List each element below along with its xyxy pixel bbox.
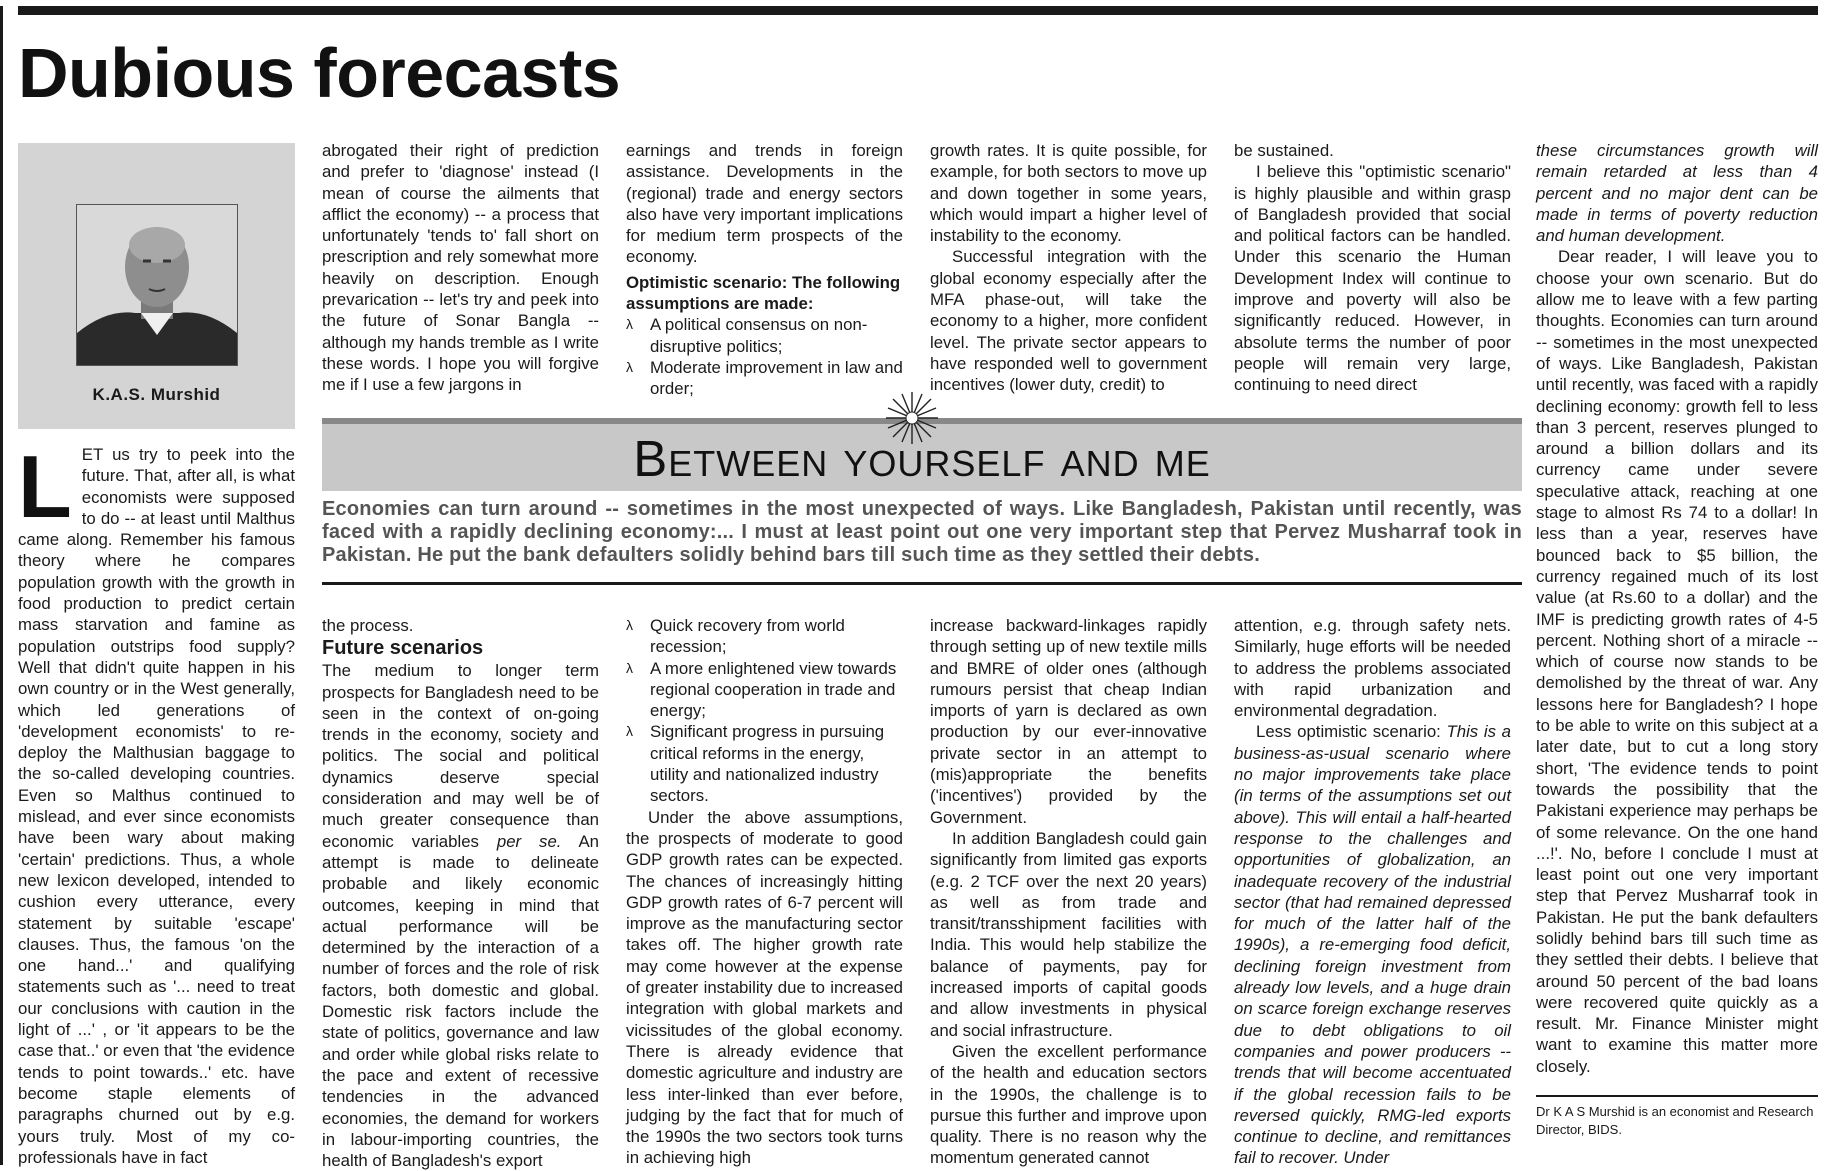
- author-byline: K.A.S. Murshid: [92, 385, 221, 404]
- col5-top-paragraph-1: I believe this "optimistic scenario" is highly plausible and within grasp of Bangladesh provided that social and political factors can be handled. Under this scenario the Human Development Index will continue to improve and poverty will also be significantly reduced. However, in absolute terms the number of poor people will remain very large, continuing to need direct: [1234, 162, 1511, 395]
- future-scenarios-heading: Future scenarios: [322, 637, 484, 660]
- col4-top-paragraph-2: Successful integration with the global economy especially after the MFA phase-out, will take the economy to a higher, more confident level. The private sector appears to have responded well to government incentives (lower duty, credit) to: [930, 247, 1207, 395]
- col2-text-a: The medium to longer term prospects for Bangladesh need to be seen in the context of on-going trends in the economy, society and politics. The social and political dynamics deserve special consideration and may well be of much greater consequence than economic variables: [322, 661, 599, 851]
- column-6: [1536, 140, 1818, 1077]
- col5-top-paragraph-0: be sustained.: [1234, 141, 1334, 160]
- pull-quote: Economies can turn around -- sometimes in the most unexpected of ways. Like Bangladesh, Pakistan until recently, was faced with a rapidly declining economy:... I must at least point out one very important step that Pervez Musharraf took in Pakistan. He put the bank defaulters solidly behind bars till such time as they settled their debts.: [322, 498, 1522, 566]
- col4-bottom-paragraph-2: In addition Bangladesh could gain significantly from limited gas exports (e.g. 2 TCF over the next 20 years) as well as from trade and transit/transshipment facilities with India. This would help stabilize the balance of payments, pay for increased imports of capital goods and allow investments in physical and social infrastructure.: [930, 828, 1207, 1040]
- optimistic-scenario-heading: Optimistic scenario: The following assumptions are made:: [626, 272, 901, 314]
- author-portrait-icon: [77, 205, 237, 365]
- col5-bottom-paragraph-1: attention, e.g. through safety nets. Similarly, huge efforts will be needed to address the problems associated with rapid urbanization and environmental degradation.: [1234, 616, 1511, 721]
- col4-top-paragraph-1: growth rates. It is quite possible, for example, for both sectors to move up and down together in some years, which would impart a higher level of instability to the economy.: [930, 141, 1207, 246]
- drop-cap: L: [18, 437, 72, 536]
- column-2-top: [322, 140, 599, 396]
- col2-top-paragraph: abrogated their right of prediction and prefer to 'diagnose' instead (I mean of course the ailments that afflict the economy) -- a process that unfortunately 'tends to' fall short on prescription and rely somewhat more heavily on description. Enough prevarication -- let's try and peek into the future of Sonar Bangla -- although my hands tremble as I write these words. I hope you will forgive me if I use a few jargons in: [322, 141, 599, 395]
- author-photo: [76, 204, 238, 366]
- col2-text-b: An attempt is made to delineate probable and likely economic outcomes, keeping in mind that actual performance will be determined by the interaction of a number of forces and the role of risk factors, both domestic and global. Domestic risk factors include the state of politics, governance and law and order while global risks relate to the pace and extent of recessive tendencies in the advanced economies, the demand for workers in labour-importing countries, the health of Bangladesh's export: [322, 831, 599, 1171]
- col4-bottom-paragraph-1: increase backward-linkages rapidly through setting up of new textile mills and BMRE of older ones (although rumours persist that cheap Indian imports of yarn is declared as own production by our ever-innovative private sector in an attempt to (mis)appropriate the benefits ('incentives') provided by the Government.: [930, 616, 1207, 827]
- headline: Dubious forecasts: [18, 34, 621, 112]
- col1-paragraph: ET us try to peek into the future. That, after all, is what economists were supposed to do -- at least until Malthus came along. Remember his famous theory where he compares population growth with the growth in food production to predict certain mass starvation and famine as population outstrips food supply? Well that didn't quite happen in his own country or in the West generally, which led generations of 'development economists' to re-deploy the Malthusian baggage to the so-called developing countries. Even so Malthus continued to mislead, and ever since economists have been wary about making 'certain' predictions. Thus, a whole new lexicon developed, intended to cushion every utterance, every statement by suitable 'escape' clauses. Thus, the famous 'on the one hand...' and qualifying statements such as '... need to treat our conclusions with caution in the light of ...' , or 'it appears to be the case that..' or even that 'the evidence tends to point towards..' etc. have become staple elements of paragraphs churned out by e.g. yours truly. Most of my co-professionals have in fact: [18, 445, 295, 1167]
- col2-italic-per-se: per se.: [496, 831, 562, 851]
- pull-quote-rule: [322, 582, 1522, 585]
- column-4-bottom: [930, 615, 1207, 1169]
- assumption-list-top: [626, 314, 903, 399]
- author-note-rule: [1536, 1095, 1818, 1097]
- col6-italic-paragraph: these circumstances growth will remain retarded at less than 4 percent and no major dent can be made in terms of poverty reduction and human development.: [1536, 141, 1818, 246]
- author-photo-box: [18, 143, 295, 429]
- column-4-top: [930, 140, 1207, 396]
- col5-bottom-paragraph-2: [1234, 721, 1511, 1168]
- col2-bottom-paragraph: [322, 660, 599, 1171]
- left-rule: [0, 6, 3, 1165]
- author-note: Dr K A S Murshid is an economist and Research Director, BIDS.: [1536, 1104, 1814, 1137]
- column-3-bottom: [626, 615, 903, 1169]
- top-rule: [18, 6, 1818, 15]
- list-item: λ Significant progress in pursuing critical reforms in the energy, utility and nationalized industry sectors.: [626, 721, 903, 806]
- col2-bottom-lead: the process.: [322, 616, 414, 635]
- list-item: λ Moderate improvement in law and order;: [626, 357, 903, 400]
- list-item: λ A political consensus on non-disruptive politics;: [626, 314, 903, 357]
- column-title: Between yourself and me: [633, 430, 1211, 487]
- list-item: λ Quick recovery from world recession;: [626, 615, 903, 658]
- list-item: λ A more enlightened view towards regional cooperation in trade and energy;: [626, 658, 903, 722]
- col3-bottom-paragraph: Under the above assumptions, the prospects of moderate to good GDP growth rates can be expected. The chances of increasingly hitting GDP growth rates of 6-7 percent will improve as the manufacturing sector takes off. The higher growth rate may come however at the expense of greater instability due to increased integration with global markets and vicissitudes of the global economy. There is already evidence that domestic agriculture and industry are less inter-linked than ever before, judging by the fact that for much of the 1990s the two sectors took turns in achieving high: [626, 807, 903, 1168]
- column-2-bottom: [322, 615, 599, 1171]
- less-optimistic-label: Less optimistic scenario:: [1256, 722, 1441, 742]
- column-5-top: [1234, 140, 1511, 396]
- less-optimistic-text: This is a business-as-usual scenario where no major improvements take place (in terms of the assumptions set out above). This will entail a half-hearted response to the challenges and opportunities of globalization, an inadequate recovery of the industrial sector (that had remained depressed for much of the latter half of the 1990s), a re-emerging food deficit, declining foreign investment from already low levels, and a huge drain on scarce foreign exchange reserves due to debt obligations to oil companies and power producers -- trends that will become accentuated if the global recession fails to be reversed quickly, RMG-led exports continue to decline, and remittances fail to recover. Under: [1234, 722, 1511, 1168]
- col3-top-paragraph: earnings and trends in foreign assistance. Developments in the (regional) trade and energy sectors also have very important implications for medium term prospects of the economy.: [626, 141, 903, 267]
- col4-bottom-paragraph-3: Given the excellent performance of the health and education sectors in the 1990s, the challenge is to pursue this further and improve upon quality. There is no reason why the momentum generated cannot: [930, 1041, 1207, 1168]
- column-5-bottom: [1234, 615, 1511, 1169]
- column-1: [18, 437, 295, 1168]
- column-3-top: [626, 140, 903, 400]
- col6-paragraph: Dear reader, I will leave you to choose your own scenario. But do allow me to leave with a few parting thoughts. Economies can turn around -- sometimes in the most unexpected of ways. Like Bangladesh, Pakistan until recently, was faced with a rapidly declining economy: growth fell to less than 3 percent, reserves plunged to around a billion dollars and its currency came under severe speculative attack, reaching at one stage to almost Rs 74 to a dollar! In less than a year, reserves have bounced back to $5 billion, the currency regained much of its lost value (at Rs.60 to a dollar) and the IMF is predicting growth rates of 4-5 percent. Nothing short of a miracle -- which of course now stands to be demolished by the threat of war. Any lessons here for Bangladesh? I hope to be able to write on this subject at a later date, but to cut a long story short, 'The evidence tends to point towards the possibility that the Pakistani experience may perhaps be of some relevance. On the one hand ...!'. No, before I conclude I must at least point out one very important step that Pervez Musharraf took in Pakistan. He put the bank defaulters solidly behind bars till such time as they settled their debts. I believe that around 50 percent of the bad loans were recovered quite quickly as a result. Mr. Finance Minister might want to examine this matter more closely.: [1536, 247, 1818, 1076]
- assumption-list-bottom: [626, 615, 903, 807]
